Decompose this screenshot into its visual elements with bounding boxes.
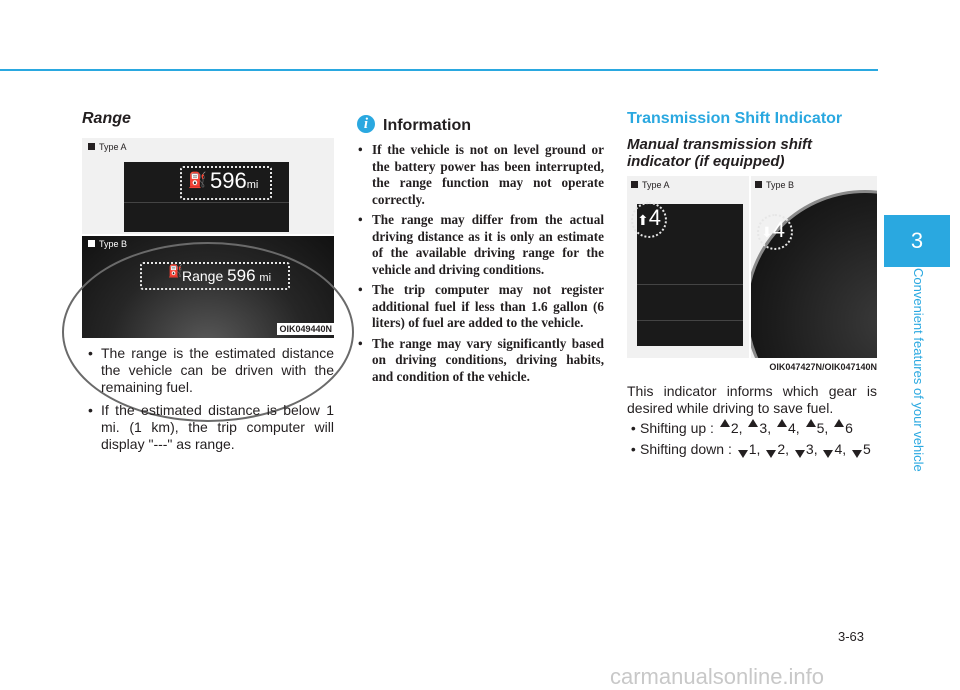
figure-code: OIK047427N/OIK047140N	[769, 362, 877, 372]
gear-indicator-a: ⬆4	[637, 205, 661, 230]
transmission-description: This indicator informs which gear is desired while driving to save fuel.	[627, 383, 877, 416]
gear-value: 4	[787, 420, 796, 436]
shift-up-label: Shifting up :	[640, 420, 714, 436]
page-number: 3-63	[838, 629, 865, 644]
list-item: • The range is the estimated distance the vehicle can be driven with the remaining fuel.	[86, 345, 334, 396]
information-list	[356, 142, 604, 389]
down-arrow-icon	[852, 450, 862, 458]
information-title: Information	[383, 117, 471, 134]
range-type-a-panel	[82, 138, 334, 234]
gear-value: 1	[748, 441, 757, 457]
display-divider	[637, 320, 743, 321]
up-arrow-icon	[748, 419, 758, 427]
gear-value: 6	[845, 420, 853, 436]
up-arrow-icon	[777, 419, 787, 427]
list-item: • The trip computer may not register additional fuel if less than 1.6 gallon (6 liters) of fuel are added to the vehicle.	[356, 282, 604, 332]
range-figure	[82, 138, 334, 338]
range-type-a-label: Type A	[88, 142, 127, 152]
range-heading: Range	[82, 110, 131, 127]
shift-type-b-panel	[751, 176, 877, 358]
square-bullet-icon	[631, 181, 638, 188]
range-bullets	[86, 345, 334, 459]
down-arrow-icon	[795, 450, 805, 458]
information-icon: i	[357, 115, 375, 133]
square-bullet-icon	[755, 181, 762, 188]
shift-type-a-panel	[627, 176, 749, 358]
gear-value: 5	[816, 420, 825, 436]
fuel-pump-icon: ⛽	[168, 264, 183, 278]
figure-code: OIK049440N	[279, 324, 332, 334]
shift-down-line: • Shifting down : 1, 2, 3, 4, 5	[627, 441, 871, 457]
shift-down-label: Shifting down :	[640, 441, 732, 457]
list-item: • If the vehicle is not on level ground or the battery power has been interrupted, the range function may not operate correctly.	[356, 142, 604, 208]
chapter-title: Convenient features of your vehicle	[911, 268, 926, 472]
gear-value: 2	[777, 441, 786, 457]
gear-value: 2	[730, 420, 739, 436]
shift-type-b-label: Type B	[755, 180, 794, 190]
gear-value: 5	[863, 441, 871, 457]
fuel-pump-icon: ⛽	[188, 172, 207, 189]
range-value-b: Range 596 mi	[182, 266, 272, 285]
list-item: • The range may vary significantly based on driving conditions, driving habits, and condition of the vehicle.	[356, 336, 604, 386]
transmission-subheading: Manual transmission shift indicator (if equipped)	[627, 136, 813, 170]
list-item: • The range may differ from the actual driving distance as it is only an estimate of the available driving range for the vehicle and driving conditions.	[356, 212, 604, 278]
display-divider	[124, 202, 289, 203]
shift-up-line: • Shifting up : 2, 3, 4, 5, 6	[627, 420, 853, 436]
down-arrow-icon	[823, 450, 833, 458]
square-bullet-icon	[88, 240, 95, 247]
up-arrow-icon	[806, 419, 816, 427]
up-arrow-icon	[720, 419, 730, 427]
bullet: •	[627, 420, 636, 436]
gear-value: 3	[805, 441, 814, 457]
gear-value: 4	[834, 441, 843, 457]
bullet: •	[627, 441, 636, 457]
transmission-figure	[627, 176, 877, 374]
chapter-number: 3	[910, 228, 924, 253]
gear-value: 3	[759, 420, 768, 436]
down-arrow-icon	[766, 450, 776, 458]
list-item: • If the estimated distance is below 1 mi. (1 km), the trip computer will display "---" as range.	[86, 402, 334, 453]
top-rule	[0, 69, 878, 71]
transmission-heading: Transmission Shift Indicator	[627, 110, 843, 127]
range-type-b-label: Type B	[88, 239, 127, 249]
range-value-a: 596mi	[210, 168, 259, 193]
watermark: carmanualsonline.info	[610, 664, 825, 689]
down-arrow-icon	[738, 450, 748, 458]
shift-type-a-label: Type A	[631, 180, 670, 190]
square-bullet-icon	[88, 143, 95, 150]
up-arrow-icon	[834, 419, 844, 427]
gear-indicator-b: ⬇4	[761, 217, 785, 242]
display-divider	[637, 284, 743, 285]
